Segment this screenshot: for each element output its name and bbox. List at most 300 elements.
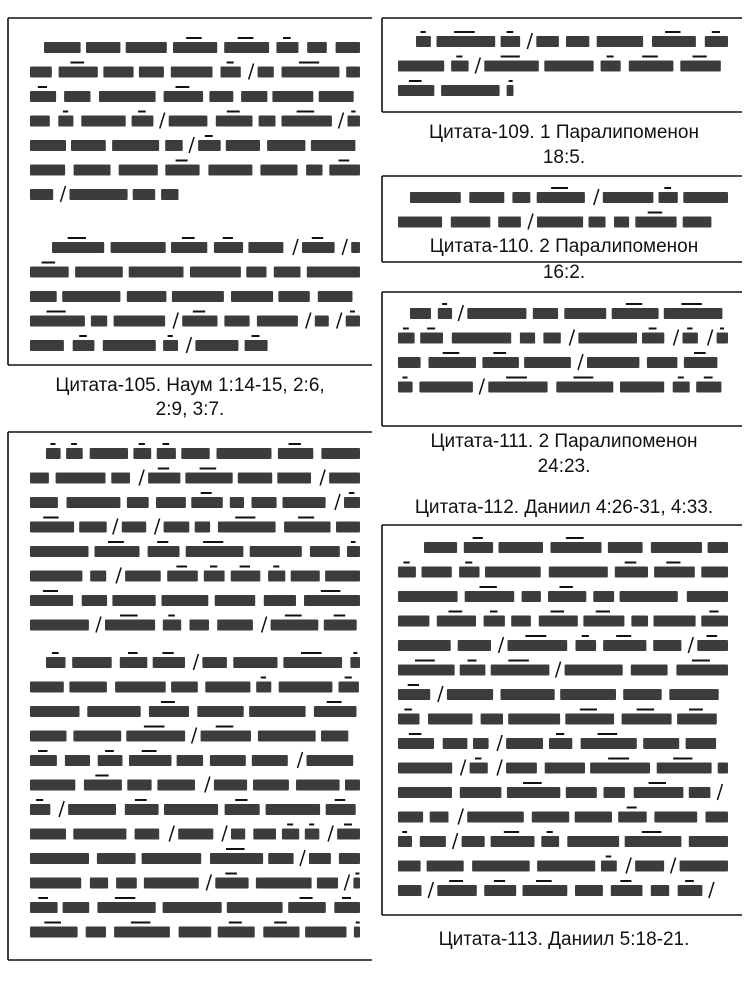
word-glyphs [59,67,98,78]
text-line [398,880,714,898]
word-glyphs [172,291,224,302]
word-glyphs [231,571,261,582]
titlo-mark [182,237,195,239]
word-glyphs [238,473,272,484]
word-glyphs [217,620,253,631]
word-glyphs [241,91,267,102]
text-line [30,750,353,768]
titlo-mark [454,31,475,33]
word-glyphs [615,567,648,578]
text-line [30,517,360,535]
text-line [30,873,360,891]
caption-112: Цитата-112. Даниил 4:26-31, 4:33. [414,497,714,518]
titlo-mark [493,352,506,354]
word-glyphs [127,780,151,791]
slash-separator [527,33,532,49]
word-glyphs [215,595,256,606]
word-glyphs [291,571,320,582]
word-glyphs [30,595,73,606]
word-glyphs [87,706,140,717]
titlo-mark [176,160,188,162]
titlo-mark [223,237,233,239]
word-glyphs [185,473,232,484]
titlo-mark [427,328,435,330]
word-glyphs [451,217,491,228]
slash-separator [453,833,458,849]
titlo-mark [229,922,242,924]
word-glyphs [686,738,717,749]
text-line [30,677,359,693]
word-glyphs [460,665,486,676]
word-glyphs [279,682,333,693]
word-glyphs [79,522,107,533]
word-glyphs [676,665,728,676]
word-glyphs [30,804,50,815]
word-glyphs [163,620,181,631]
word-glyphs [210,853,263,864]
titlo-mark [509,80,513,82]
word-glyphs [469,192,504,203]
word-glyphs [520,333,535,344]
titlo-mark [157,541,168,543]
word-glyphs [157,448,176,459]
word-glyphs [473,738,489,749]
word-glyphs [248,242,283,253]
word-glyphs [30,706,80,717]
word-glyphs [536,36,559,47]
text-line [30,291,353,302]
word-glyphs [398,763,452,774]
word-glyphs [485,567,541,578]
word-glyphs [288,902,326,913]
titlo-mark [142,750,157,752]
word-glyphs [398,616,429,627]
word-glyphs [252,497,277,508]
word-glyphs [73,731,121,742]
word-glyphs [97,902,155,913]
word-glyphs [66,448,83,459]
word-glyphs [245,340,268,351]
slash-separator [528,214,533,230]
word-glyphs [452,333,511,344]
titlo-mark [36,799,43,801]
word-glyphs [353,878,360,889]
word-glyphs [499,542,544,553]
titlo-mark [507,31,514,33]
word-glyphs [437,616,476,627]
word-glyphs [565,665,623,676]
word-glyphs [133,448,151,459]
slash-separator [594,189,599,205]
word-glyphs [680,61,721,72]
text-line [398,807,728,825]
word-glyphs [205,682,250,693]
titlo-mark [687,328,692,330]
word-glyphs [458,640,491,651]
word-glyphs [575,885,603,896]
word-glyphs [52,242,104,253]
word-glyphs [622,714,672,725]
text-block [30,652,360,938]
word-glyphs [717,333,728,344]
word-glyphs [258,67,274,78]
slash-separator [428,882,433,898]
word-glyphs [348,116,361,127]
word-glyphs [72,657,112,668]
word-glyphs [587,357,639,368]
text-line [30,468,360,486]
word-glyphs [226,140,260,151]
word-glyphs [419,382,473,393]
word-glyphs [511,616,531,627]
slash-separator [461,760,466,776]
word-glyphs [119,165,158,176]
titlo-mark [355,873,359,875]
word-glyphs [46,657,66,668]
titlo-mark [649,782,666,784]
word-glyphs [305,927,346,938]
word-glyphs [429,357,477,368]
titlo-mark [210,566,217,568]
titlo-mark [344,824,352,826]
word-glyphs [589,217,606,228]
word-glyphs [112,140,159,151]
titlo-mark [342,897,351,899]
word-glyphs [272,91,313,102]
titlo-mark [158,468,169,470]
text-block [398,303,728,395]
slash-separator [139,470,144,486]
titlo-mark [692,660,710,662]
titlo-mark [443,352,460,354]
word-glyphs [464,542,493,553]
titlo-mark [349,492,355,494]
word-glyphs [620,382,664,393]
word-glyphs [69,682,107,693]
titlo-mark [42,262,56,264]
word-glyphs [329,473,360,484]
text-line [416,31,728,49]
titlo-mark [339,160,350,162]
titlo-mark [186,37,202,39]
word-glyphs [307,42,327,53]
slash-separator [192,728,197,744]
titlo-mark [240,566,250,568]
word-glyphs [224,316,249,327]
text-line [398,684,719,702]
word-glyphs [132,116,154,127]
word-glyphs [283,497,326,508]
titlo-mark [551,187,568,189]
word-glyphs [256,682,271,693]
word-glyphs [696,382,721,393]
titlo-mark [168,335,173,337]
word-glyphs [398,812,423,823]
text-line [30,111,360,129]
word-glyphs [608,542,643,553]
word-glyphs [164,804,218,815]
titlo-mark [309,824,314,826]
word-glyphs [642,333,664,344]
titlo-mark [38,897,48,899]
word-glyphs [689,836,728,847]
titlo-mark [43,590,58,592]
word-glyphs [186,546,244,557]
word-glyphs [215,878,248,889]
word-glyphs [706,812,729,823]
word-glyphs [171,682,198,693]
caption-110-line1: Цитата-110. 2 Паралипоменон [429,236,699,257]
word-glyphs [410,192,461,203]
word-glyphs [65,755,90,766]
word-glyphs [683,333,698,344]
word-glyphs [339,682,359,693]
slash-separator [96,617,101,633]
word-glyphs [221,67,241,78]
word-glyphs [306,165,322,176]
titlo-mark [108,541,124,543]
word-glyphs [30,165,65,176]
text-line [398,709,717,725]
word-glyphs [398,333,415,344]
word-glyphs [398,591,458,602]
word-glyphs [319,91,354,102]
titlo-mark [415,660,435,662]
slash-separator [222,826,227,842]
word-glyphs [680,861,728,872]
word-glyphs [56,473,106,484]
titlo-mark [473,537,483,539]
word-glyphs [438,308,452,319]
text-line [30,541,360,557]
word-glyphs [302,242,335,253]
titlo-mark [523,782,542,784]
word-glyphs [539,616,578,627]
word-glyphs [304,595,360,606]
slash-separator [169,826,174,842]
word-glyphs [631,665,668,676]
word-glyphs [590,763,650,774]
slash-separator [59,801,64,817]
word-glyphs [260,165,297,176]
titlo-mark [475,758,481,760]
titlo-mark [115,897,135,899]
word-glyphs [230,497,244,508]
word-glyphs [634,787,684,798]
titlo-mark [95,775,108,777]
word-glyphs [64,91,90,102]
titlo-mark [299,62,319,64]
word-glyphs [268,853,293,864]
titlo-mark [560,586,573,588]
word-glyphs [416,36,431,47]
titlo-mark [403,328,409,330]
titlo-mark [79,335,87,337]
word-glyphs [165,165,199,176]
titlo-mark [235,517,255,519]
word-glyphs [30,829,66,840]
word-glyphs [604,787,625,798]
caption-113: Цитата-113. Даниил 5:18-21. [438,929,690,950]
word-glyphs [97,853,136,864]
word-glyphs [178,829,213,840]
word-glyphs [30,731,67,742]
word-glyphs [70,189,128,200]
word-glyphs [259,116,276,127]
word-glyphs [653,640,681,651]
titlo-mark [216,726,234,728]
slash-separator [173,313,178,329]
slash-separator [578,354,583,370]
word-glyphs [549,567,608,578]
slash-separator [626,858,631,874]
word-glyphs [30,67,52,78]
titlo-mark [449,611,463,613]
word-glyphs [144,878,199,889]
slash-separator [189,137,194,153]
word-glyphs [142,853,202,864]
caption-111-line1: Цитата-111. 2 Паралипоменон [430,431,698,452]
word-glyphs [218,927,255,938]
text-line [398,611,728,627]
word-glyphs [398,861,421,872]
titlo-mark [664,187,671,189]
text-line [30,775,360,793]
word-glyphs [126,731,185,742]
word-glyphs [177,755,204,766]
word-glyphs [443,738,468,749]
word-glyphs [544,61,593,72]
titlo-mark [144,726,165,728]
titlo-mark [465,562,472,564]
titlo-mark [627,807,637,809]
word-glyphs [210,755,246,766]
word-glyphs [30,497,58,508]
caption-110-line2: 16:2. [542,262,586,283]
word-glyphs [311,140,356,151]
word-glyphs [484,616,505,627]
word-glyphs [204,571,225,582]
word-glyphs [659,192,678,203]
word-glyphs [467,308,526,319]
titlo-mark [421,31,426,33]
word-glyphs [30,927,78,938]
titlo-mark [238,37,254,39]
titlo-mark [402,377,407,379]
word-glyphs [398,640,451,651]
text-line [30,590,360,606]
caption-109-line1: Цитата-109. 1 Паралипоменон [429,122,699,143]
word-glyphs [98,755,123,766]
word-glyphs [567,836,619,847]
word-glyphs [336,42,360,53]
titlo-mark [665,31,680,33]
text-line [30,799,356,817]
word-glyphs [652,36,696,47]
word-glyphs [398,665,455,676]
word-glyphs [282,116,332,127]
word-glyphs [253,829,276,840]
word-glyphs [90,448,128,459]
word-glyphs [537,217,583,228]
titlo-mark [176,566,187,568]
word-glyphs [346,67,360,78]
word-glyphs [74,165,111,176]
titlo-mark [625,562,637,564]
word-glyphs [30,682,64,693]
text-line [398,831,728,849]
titlo-mark [403,562,409,564]
titlo-mark [547,831,553,833]
slash-separator [61,186,66,202]
word-glyphs [576,640,597,651]
caption-105-line2: 2:9, 3:7. [155,399,225,420]
word-glyphs [398,217,442,228]
word-glyphs [651,542,702,553]
word-glyphs [252,755,288,766]
word-glyphs [195,522,210,533]
titlo-mark [408,684,419,686]
word-glyphs [437,36,496,47]
word-glyphs [462,836,485,847]
word-glyphs [191,497,223,508]
word-glyphs [537,192,585,203]
word-glyphs [484,885,516,896]
word-glyphs [62,291,120,302]
word-glyphs [71,140,106,151]
titlo-mark [648,212,663,214]
word-glyphs [179,927,212,938]
caption-105-line1: Цитата-105. Наум 1:14-15, 2:6, [55,375,325,396]
text-block [398,537,728,898]
word-glyphs [30,546,89,557]
word-glyphs [507,85,514,96]
word-glyphs [268,571,285,582]
titlo-mark [193,311,205,313]
word-glyphs [30,189,53,200]
word-glyphs [612,308,659,319]
titlo-mark [203,541,223,543]
word-glyphs [684,357,718,368]
slash-separator [186,337,191,353]
titlo-mark [163,443,170,445]
word-glyphs [258,731,316,742]
word-glyphs [424,542,457,553]
slash-separator [320,470,325,486]
word-glyphs [398,689,430,700]
slash-separator [497,735,502,751]
slash-separator [249,64,254,80]
slash-separator [438,686,443,702]
word-glyphs [643,738,679,749]
text-line [398,377,721,395]
word-glyphs [181,448,209,459]
word-glyphs [165,140,183,151]
word-glyphs [190,620,210,631]
word-glyphs [603,192,654,203]
word-glyphs [171,67,213,78]
word-glyphs [472,861,530,872]
titlo-mark [227,111,240,113]
slash-separator [569,330,574,346]
titlo-mark [720,328,724,330]
slash-separator [306,313,311,329]
titlo-mark [356,922,360,924]
titlo-mark [38,86,47,88]
titlo-mark [300,897,313,899]
word-glyphs [86,42,120,53]
titlo-mark [168,615,175,617]
